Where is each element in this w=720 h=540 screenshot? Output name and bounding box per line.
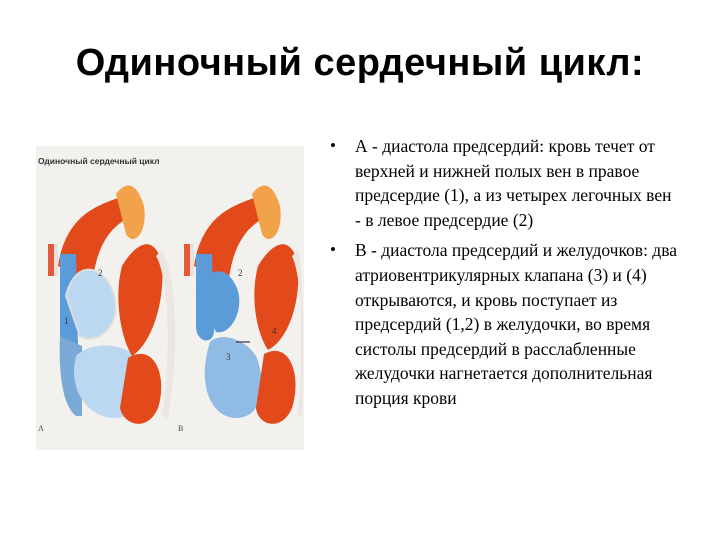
- figure-caption: Одиночный сердечный цикл: [38, 156, 160, 166]
- bullet-list: [330, 134, 680, 417]
- heart-diagram: [36, 146, 304, 450]
- panel-b-number-4: 4: [272, 326, 277, 336]
- bullet-text-a: А - диастола предсердий: кровь течет от верхней и нижней полых вен в правое предсердие (1), а из четырех легочных вен - в левое предсердие (2): [355, 136, 672, 230]
- bullet-marker: •: [330, 240, 336, 260]
- heart-diagram-figure: [36, 146, 304, 450]
- bullet-text-b: В - диастола предсердий и желудочков: два атриовентрикулярных клапана (3) и (4) открываются, и кровь поступает из предсердий (1,2) в желудочки, во время систолы предсердий в расслабленные желудочки нагнетается дополнительная порция крови: [355, 240, 678, 408]
- heart-panel-b: [184, 185, 303, 423]
- panel-a-number-1: 1: [64, 316, 69, 326]
- bullet-marker: •: [330, 136, 336, 155]
- heart-panel-a: [48, 185, 175, 423]
- panel-b-number-2: 2: [238, 268, 243, 278]
- panel-b-number-3: 3: [226, 352, 231, 362]
- panel-b-label: B: [178, 424, 184, 433]
- panel-a-label: A: [38, 424, 44, 433]
- slide-title: Одиночный сердечный цикл:: [75, 42, 645, 84]
- panel-a-number-2: 2: [98, 268, 103, 278]
- bullet-item-a: [330, 134, 680, 232]
- bullet-item-b: [330, 238, 680, 410]
